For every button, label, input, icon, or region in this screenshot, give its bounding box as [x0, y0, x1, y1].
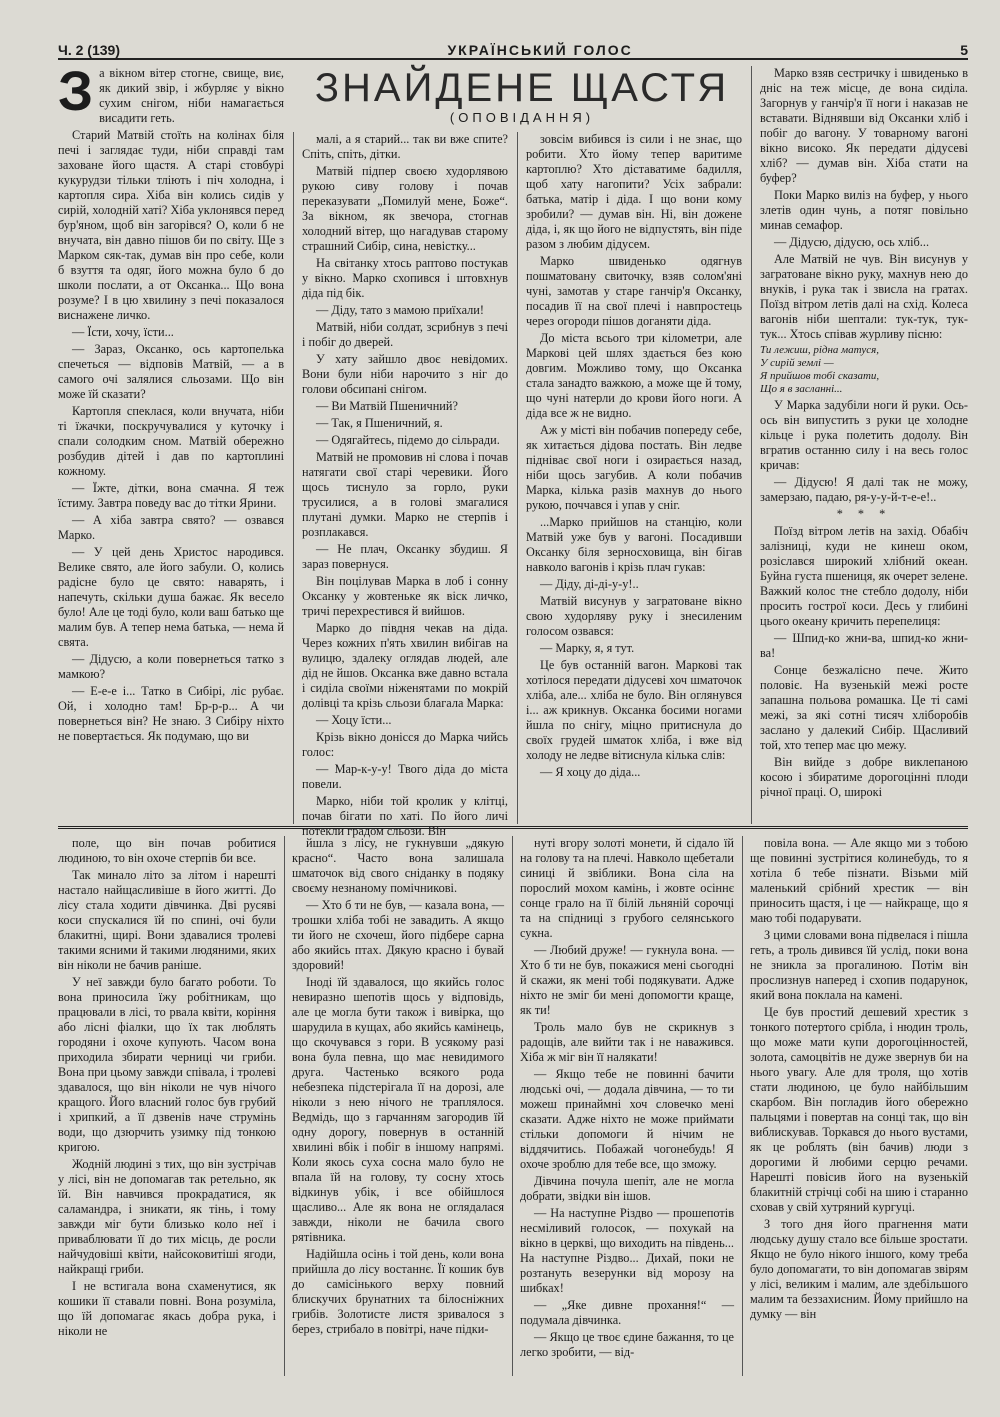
paragraph: Марко до півдня чекав на діда. Через кожних п'ять хвилин вибігав на вулицю, здалеку оглядав людей, але дід не йшов. Оксанка вже давно встала і сиділа своїми ніженятами по мокрій долівці та крізь сльози благала Марка: — [302, 621, 508, 710]
paragraph: — На наступне Різдво — прошепотів несміливий голосок, — похукай на вікно в церкві, що виходить на південь... На наступне Різдво... Дихай, поки не розтануть везерунки від морозу на шибках! — [520, 1206, 734, 1295]
paragraph: Він поцілував Марка в лоб і сонну Оксанку у жовтеньке як віск личко, тричі перехрестився й вийшов. — [302, 574, 508, 618]
paragraph: — Дідусю, дідусю, ось хліб... — [774, 235, 930, 249]
paragraph: йшла з лісу, не гукнувши „дякую красно“. Часто вона залишала шматочок від свого сніданку в подяку своєму незнаному помічникові. — [292, 836, 504, 895]
paragraph: — Дідусю, а коли повернеться татко з мамкою? — [58, 652, 284, 681]
column-rule — [512, 836, 513, 1376]
column-rule — [284, 836, 285, 1376]
paragraph: ...Марко прийшов на станцію, коли Матвій уже був у вагоні. Посадивши Оксанку біля зерносховища, він бігав навколо вагонів і крізь плач гукав: — [526, 515, 742, 574]
paragraph: — Одягайтесь, підемо до сільради. — [316, 433, 500, 447]
paragraph: Крізь вікно донісся до Марка чийсь голос: — [302, 730, 508, 759]
paragraph: — Діду, ді-ді-у-у!.. — [540, 577, 639, 591]
paragraph: — Мар-к-у-у! Твого діда до міста повели. — [302, 762, 508, 791]
paragraph: — Їжте, дітки, вона смачна. Я теж їстиму. Завтра поведу вас до тітки Ярини. — [58, 481, 284, 510]
paragraph: І не встигала вона схаменутися, як кошики її ставали повні. Вона розуміла, що їй допомагає якась добра рука, і ніколи не — [58, 1279, 276, 1338]
page-number: 5 — [960, 42, 968, 58]
paragraph: нуті вгору золоті монети, й сідало їй на голову та на плечі. Навколо щебетали синиці й звіблики. Вона сіла на порослий мохом камінь, і жовте осіннє сонце грало на її білій льняній сорочці та на спідниці з грубого селянського сукна. — [520, 836, 734, 940]
column-rule — [293, 132, 294, 824]
column-5 — [58, 836, 276, 1376]
newspaper-name: УКРАЇНСЬКИЙ ГОЛОС — [447, 42, 633, 58]
column-7 — [520, 836, 734, 1376]
paragraph: — „Яке дивне прохання!“ — подумала дівчинка. — [520, 1298, 734, 1327]
paragraph: — Хоцу їсти... — [316, 713, 392, 727]
paragraph: У хату зайшло двоє невідомих. Вони були ніби нарочито з ніг до голови обсипані снігом. — [302, 352, 508, 396]
paragraph: — Марку, я, я тут. — [540, 641, 635, 655]
paragraph: Матвій висунув у загратоване вікно свою худорляву руку і знесиленим голосом озвався: — [526, 594, 742, 638]
paragraph: — Е-е-е і... Татко в Сибірі, ліс рубає. Ой, і холодно там! Бр-р-р... А чи повернеться він? Не знаю. З Сибіру ніхто не повертається. Як подумаю, що ви — [58, 684, 284, 743]
paragraph: З того дня його прагнення мати людську душу стало все більше зростати. Якщо не було нікого іншого, кому треба було допомагати, то він допомагав звірям у лісі, великим і малим, але здебільшого малим та беззахисним. Йому прийшло на думку — він — [750, 1217, 968, 1321]
paragraph: Матвій підпер своєю худорлявою рукою сиву голову і почав переказувати „Помилуй мене, Боже“. За вікном, як звечора, стогнав холодний вітер, що нагадував старому страшний Сибір, сина, невістку... — [302, 164, 508, 253]
paragraph: З цими словами вона підвелася і пішла геть, а троль дивився їй услід, поки вона не зникла за прогалиною. Потім він прослизнув наперед і схопив подарунок, який вона поклала на камені. — [750, 928, 968, 1002]
section-divider — [58, 826, 968, 829]
paragraph: У неї завжди було багато роботи. То вона приносила їжу робітникам, що працювали в лісі, то рвала квіти, коріння або лісні фіалки, що їх так люблять городяни і охоче купують. Часом вона приходила збирати черниці чи гриби. Вона при цьому завжди співала, і тролеві здавалося, що він ніколи не чув нічого кращого. Його власний голос був грубий і хрипкий, а її дзвенів наче струмінь води, що дзюрчить узимку під тонкою кригою. — [58, 975, 276, 1154]
paragraph: малі, а я старий... так ви вже спите? Спіть, спіть, дітки. — [302, 132, 508, 161]
paragraph: Матвій, ніби солдат, зсрибнув з печі і побіг до дверей. — [302, 320, 508, 349]
paragraph: Матвій не промовив ні слова і почав натягати свої старі черевики. Його щось тиснуло за горло, руки трусилися, а в голові змагалися плутані думки. Марко не стерпів і розплакався. — [302, 450, 508, 539]
paragraph: Сонце безжалісно пече. Жито половіє. На вузенькій межі росте запашна польова ромашка. Це ті самі межі, за які сотні тисяч хліборобів заслано у далекий Сибір. Щасливий той, хто тепер має цю межу. — [760, 663, 968, 752]
column-rule — [517, 132, 518, 824]
paragraph: — У цей день Христос народився. Велике свято, але його забули. О, колись радісне було це свято: наварять, і напечуть, скільки душа бажає. Як весело було! Але це тоді було, коли ваш батько ще малим був. А тепер нема батька, — нема й свята. — [58, 545, 284, 649]
paragraph: Марко, ніби той кролик у клітці, почав бігати по хаті. По його личі потекли градом сльози. Він — [302, 794, 508, 838]
paragraph: До міста всього три кілометри, але Маркові цей шлях здається без кою довгим. Можливо тому, що Оксанка стала занадто важкою, а може ще й тому, що чуні натерли до крови його ноги. А діда все ж не видно. — [526, 331, 742, 420]
paragraph: На світанку хтось раптово постукав у вікно. Марко схопився і штовхнув діда під бік. — [302, 256, 508, 300]
paragraph: Іноді їй здавалося, що якийсь голос невиразно шепотів щось у відповідь, але це могла бути також і вивірка, що шарудила в кущах, або якийсь камінець, що скочувався з гори. В усякому разі вона була певна, що має невидимого друга. Частенько всякого рода небезпека підстерігала її на дорозі, але ніколи з нею нічого не траплялося. Ведмідь, що з гарчанням загородив їй одну дорогу, повернув в останній хвилині вбік і побіг в іншому напрямі. Коли якось суха сосна мало було не впала їй на голову, ту сосну хтось відкинув убік, і все обійшлося щасливо... Але як вона не оглядалася завжди, ніколи не бачила свого рятівника. — [292, 975, 504, 1244]
paragraph: Це був останній вагон. Маркові так хотілося передати дідусеві хоч шматочок хліба, але... хліба не було. Він оглянувся і... аж крикнув. Оксанка босими ногами йшла по снігу, міцно притиснула до своїх грудей шматок хліба, і вже від холоду не ледве вітиснула кілька слів: — [526, 658, 742, 762]
paragraph: — Не плач, Оксанку збудиш. Я зараз повернуся. — [302, 542, 508, 571]
paragraph: зовсім вибився із сили і не знає, що робити. Хто йому тепер варитиме картоплю? Хто діставатиме бадилля, щоб хату нагопити? Усіх забрали: батька, матір і діда. І що вони кому зробили? — думав він. Ні, він дожене діда, і, як що його не відпустять, він піде разом з любим дідусем. — [526, 132, 742, 251]
paragraph: Надійшла осінь і той день, коли вона прийшла до лісу востаннє. Її кошик був до самісінького верху повний блискучих брунатних та білосніжних грибів. Золотисте листя зривалося з берез, стрибало в повітрі, наче підки- — [292, 1247, 504, 1336]
paragraph: Він вийде з добре виклепаною косою і збиратиме дорогоцінні плоди річної праці. О, широкі — [760, 755, 968, 799]
paragraph: — Ви Матвій Пшеничний? — [316, 399, 458, 413]
column-3 — [526, 132, 742, 824]
paragraph: — Якщо тебе не повинні бачити людські очі, — додала дівчина, — то ти можеш принаймні хоч словечко мені сказати. Адже ніхто не може приймати стільки допомоги й нічим не віддячитись. Побажай чогонебудь! Я охоче зроблю для тебе все, що зможу. — [520, 1067, 734, 1171]
section-break: * * * — [836, 507, 892, 521]
issue-number: Ч. 2 (139) — [58, 42, 120, 58]
paragraph: — Хто б ти не був, — казала вона, — трошки хліба тобі не завадить. А якщо ти його не схочеш, його підбере сарна або якийсь птах. Дякую красно і бувай здоровий! — [292, 898, 504, 972]
story-title: ЗНАЙДЕНЕ ЩАСТЯ — [314, 66, 730, 110]
paragraph: — Так, я Пшеничний, я. — [316, 416, 443, 430]
paragraph: Жодній людині з тих, що він зустрічав у лісі, він не допомагав так ретельно, як їй. Він навчився прокрадатися, як саламандра, і зникати, як тінь, і тому завжди міг бути близько коло неї і приваблювати її до тих місць, де росли найчудовіші квіти, найсоковитіші ягоди, найкращі гриби. — [58, 1157, 276, 1276]
paragraph: Аж у місті він побачив попереду себе, як хитається дідова постать. Він ледве підніває свої ноги і озирається назад, ніби щось загубив. А коли побачив Марка, кілька разів махнув до нього рукою, поччався і упав у сніг. — [526, 423, 742, 512]
paragraph: Але Матвій не чув. Він висунув у загратоване вікно руку, махнув нею до внуків, і рука так і звисла на гратах. Поїзд вітром летів далі на схід. Колеса вагонів ніби шептали: тук-тук, тук-тук... Хтось співав журливу пісню: — [760, 252, 968, 341]
drop-cap: З — [58, 59, 94, 122]
column-6 — [292, 836, 504, 1376]
story-heading — [302, 66, 742, 128]
paragraph: Це був простий дешевий хрестик з тонкого потертого срібла, і нюдин троль, що може мати купи дорогоцінностей, золота, самоцвітів не дуже звернув би на нього увагу. Але для троля, що хотів стати людиною, це було найбільшим скарбом. Він погладив його обережно пальцями і повертав на сонці так, що він виблискував. Торкався до нього вустами, як це роблять (він бачив) люди з дорогими й любими серцю речами. Нарешті повісив його на вузенькій блакитній стрічці собі на шию і старанно сховав у свій хутряний кургуці. — [750, 1005, 968, 1214]
second-story-section — [58, 836, 968, 1376]
paragraph: — Я хоцу до діда... — [540, 765, 641, 779]
column-2 — [302, 132, 508, 838]
column-8 — [750, 836, 968, 1376]
paragraph: — Їсти, хочу, їсти... — [72, 325, 174, 339]
story-subtitle: (ОПОВІДАННЯ) — [449, 110, 595, 125]
paragraph: Старий Матвій стоїть на колінах біля печі і заглядає туди, ніби справді там заховане його щастя. А старі стовбурі кукурудзи тільки тліють і піч холодна, і картопля сира. Хіба він колись сидів у сирій, холодній хаті? Хіба уклонявся перед бур'яном, щоб він загорівся? О, коли б не внучата, він давно пішов би по світу. Ще з Марком сяк-так, думав він про себе, коли б взуття та одяг, його можна було б до школи послати, а от Оксанка... Що вона розуме? І в цю хвилину з печі показалося виснажене личко. — [58, 128, 284, 322]
column-rule — [751, 66, 752, 824]
page-header — [58, 30, 968, 60]
paragraph: Троль мало був не скрикнув з радощів, але вийти так і не наважився. Хіба ж міг він її налякати! — [520, 1020, 734, 1064]
paragraph: Поїзд вітром летів на захід. Обабіч залізниці, куди не кинеш оком, розіслався широкий хлібний океан. Буйна густа пшениця, як очерет зелене. Важкий колос тне стебло додолу, ніби просить гострої коси. Десь у глибині цього океану кричить перепелиця: — [760, 524, 968, 628]
column-rule — [742, 836, 743, 1376]
column-1 — [58, 59, 284, 824]
column-4 — [760, 66, 968, 824]
paragraph: — Любий друже! — гукнула вона. — Хто б ти не був, покажися мені сьогодні й скажи, як мені тобі подякувати. Адже ніхто не зміг би мені допомогти краще, як ти! — [520, 943, 734, 1017]
paragraph: Марко взяв сестричку і швиденько в дніс на теж місце, де вона сиділа. Загорнув у ганчір'я її ноги і наказав не вставати. Віднявши від Оксанки хліб і побіг до вагону. У товарному вагоні вікно високо. Як передати дідусеві хліб? — думав він. Хіба стати на буфер? — [760, 66, 968, 185]
paragraph: поле, що він почав робитися людиною, то він охоче стерпів би все. — [58, 836, 276, 865]
paragraph: У Марка задубіли ноги й руки. Ось-ось він випустить з руки це холодне кільце і рука полетить додолу. Він вгратив останню силу і на весь голос кричав: — [760, 398, 968, 472]
paragraph: Дівчина почула шепіт, але не могла добрати, звідки він ішов. — [520, 1174, 734, 1203]
paragraph: — Дідусю! Я далі так не можу, замерзаю, падаю, ря-у-у-й-т-е-е!.. — [760, 475, 968, 504]
paragraph: повіла вона. — Але якщо ми з тобою ще повинні зустрітися колинебудь, то я хотіла б тебе пізнати. Візьми мій маленький срібний хрестик — він приносить щастя, і це — найкраще, що я маю тобі подарувати. — [750, 836, 968, 925]
paragraph: — Якщо це твоє єдине бажання, то це легко зробити, — від- — [520, 1330, 734, 1359]
paragraph: Так минало літо за літом і нарешті настало найщасливіше в його житті. До лісу стала ходити дівчинка. Дві русяві коси спускалися їй по спині, очі були блакитні, щирі. Вони здавалися тролеві такими ясними й такими людяними, яких він ніколи не бачив раніше. — [58, 868, 276, 972]
paragraph: — Шпид-ко жни-ва, шпид-ко жни-ва! — [760, 631, 968, 660]
paragraph: Картопля спеклася, коли внучата, ніби ті їжачки, поскручувалися у куточку і спали солодким сном. Матвій обережно розбудив дітей і дав по картоплині кожному. — [58, 404, 284, 478]
paragraph: Поки Марко виліз на буфер, у нього злетів один чунь, а потяг повільно минав семафор. — [760, 188, 968, 232]
story-section — [58, 59, 968, 838]
paragraph: — А хіба завтра свято? — озвався Марко. — [58, 513, 284, 542]
paragraph: Марко швиденько одягнув пошматовану свиточку, взяв солом'яні чуні, замотав у старе ганчір'я Оксанку, посадив її на свої плечі і навпростець через огороди пішов доганяти діда. — [526, 254, 742, 328]
song-verse: Ти лежиш, рідна матуся, У сирій землі — Я прийшов тобі сказати, Що я в засланні... — [760, 344, 880, 395]
paragraph: — Діду, тато з мамою приїхали! — [316, 303, 484, 317]
paragraph: За вікном вітер стогне, свище, виє, як дикий звір, і жбурляє у вікно сухим снігом, ніби намагається висадити геть. — [58, 59, 284, 125]
paragraph: — Зараз, Оксанко, ось картопелька спечеться — відповів Матвій, — а в самого очі залялися сльозами. Що він може їй сказати? — [58, 342, 284, 401]
